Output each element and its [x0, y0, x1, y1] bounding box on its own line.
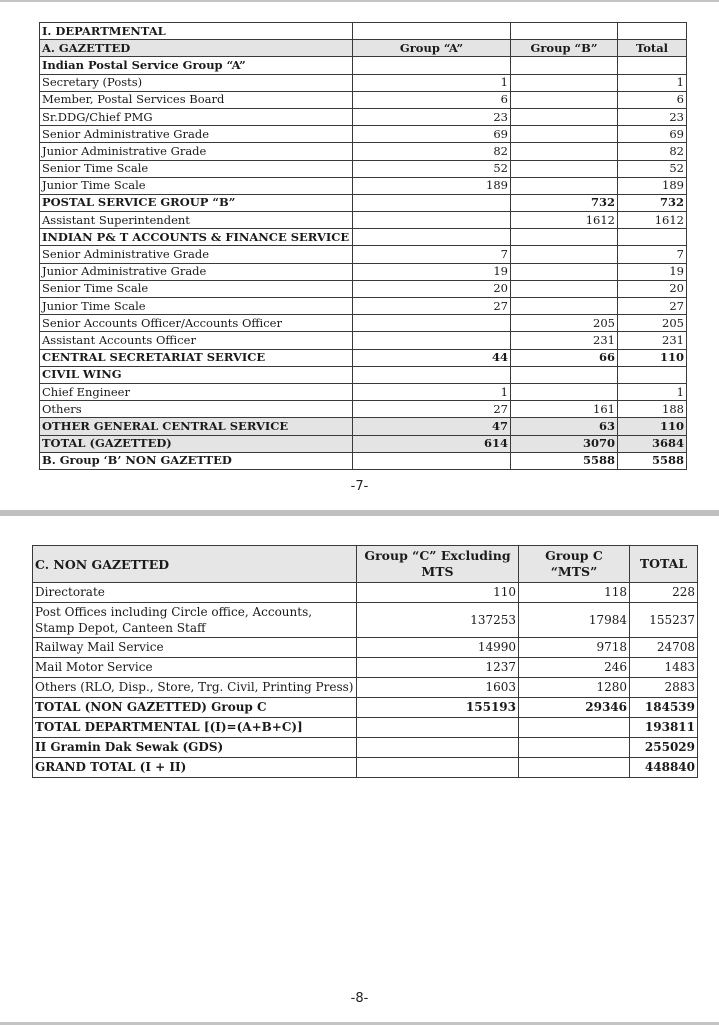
table-row — [40, 143, 687, 160]
cell-b — [511, 177, 618, 194]
table-row — [33, 698, 698, 718]
cell-total: 3684 — [618, 435, 687, 452]
table-row — [40, 298, 687, 315]
row-label: POSTAL SERVICE GROUP “B” — [40, 194, 353, 211]
header-section-label: C. NON GAZETTED — [33, 546, 357, 583]
cell-a: 82 — [353, 143, 511, 160]
table-row — [40, 212, 687, 229]
table-row — [40, 418, 687, 435]
cell-c: 155193 — [357, 698, 519, 718]
cell-b: 3070 — [511, 435, 618, 452]
table-row — [33, 603, 698, 638]
row-label: Assistant Accounts Officer — [40, 332, 353, 349]
table-row — [40, 280, 687, 297]
cell-c: 14990 — [357, 638, 519, 658]
cell-total: 7 — [618, 246, 687, 263]
non-gazetted-table-body — [33, 583, 698, 778]
cell-total: 448840 — [630, 758, 698, 778]
table-row — [40, 40, 687, 57]
cell-a: 19 — [353, 263, 511, 280]
cell-total: 27 — [618, 298, 687, 315]
cell-mts: 17984 — [519, 603, 630, 638]
cell-a: 52 — [353, 160, 511, 177]
row-label: Directorate — [33, 583, 357, 603]
table-row — [40, 349, 687, 366]
row-label: Post Offices including Circle office, Accounts, Stamp Depot, Canteen Staff — [33, 603, 357, 638]
cell-c — [357, 738, 519, 758]
table-row — [40, 263, 687, 280]
table-row — [33, 583, 698, 603]
cell-b: 66 — [511, 349, 618, 366]
row-label: A. GAZETTED — [40, 40, 353, 57]
row-label: GRAND TOTAL (I + II) — [33, 758, 357, 778]
cell-a: 47 — [353, 418, 511, 435]
row-label: Senior Time Scale — [40, 280, 353, 297]
cell-b — [511, 298, 618, 315]
row-label: Senior Administrative Grade — [40, 126, 353, 143]
row-label: TOTAL (NON GAZETTED) Group C — [33, 698, 357, 718]
gazetted-table-body — [40, 23, 687, 470]
row-label: Senior Administrative Grade — [40, 246, 353, 263]
cell-a — [353, 315, 511, 332]
table-row — [33, 678, 698, 698]
cell-total: 189 — [618, 177, 687, 194]
cell-total: 110 — [618, 349, 687, 366]
row-label: Junior Time Scale — [40, 177, 353, 194]
row-label: OTHER GENERAL CENTRAL SERVICE — [40, 418, 353, 435]
row-label: I. DEPARTMENTAL — [40, 23, 353, 40]
cell-mts: 118 — [519, 583, 630, 603]
cell-a: 27 — [353, 401, 511, 418]
cell-a — [353, 23, 511, 40]
cell-total: 228 — [630, 583, 698, 603]
cell-c: 110 — [357, 583, 519, 603]
cell-c — [357, 718, 519, 738]
row-label: Chief Engineer — [40, 383, 353, 400]
row-label: Mail Motor Service — [33, 658, 357, 678]
cell-a: 23 — [353, 108, 511, 125]
cell-mts — [519, 718, 630, 738]
cell-b — [511, 91, 618, 108]
cell-total: 19 — [618, 263, 687, 280]
row-label: II Gramin Dak Sewak (GDS) — [33, 738, 357, 758]
cell-b — [511, 280, 618, 297]
row-label: Senior Time Scale — [40, 160, 353, 177]
cell-a — [353, 229, 511, 246]
cell-b: 5588 — [511, 452, 618, 469]
page-number-7: -7- — [350, 479, 369, 494]
cell-a — [353, 212, 511, 229]
gazetted-staff-table — [39, 22, 687, 470]
cell-b — [511, 263, 618, 280]
table-row — [40, 332, 687, 349]
table-row — [33, 718, 698, 738]
header-group-c: Group “C” Excluding MTS — [357, 546, 519, 583]
cell-b: 732 — [511, 194, 618, 211]
cell-total: 1 — [618, 74, 687, 91]
cell-a — [353, 57, 511, 74]
cell-total: 1 — [618, 383, 687, 400]
cell-total — [618, 57, 687, 74]
cell-total: 52 — [618, 160, 687, 177]
row-label: Assistant Superintendent — [40, 212, 353, 229]
cell-total — [618, 23, 687, 40]
row-label: Junior Time Scale — [40, 298, 353, 315]
cell-total: 20 — [618, 280, 687, 297]
cell-a: 27 — [353, 298, 511, 315]
cell-mts — [519, 758, 630, 778]
table-row — [40, 229, 687, 246]
cell-b — [511, 108, 618, 125]
cell-c: 1603 — [357, 678, 519, 698]
row-label: Indian Postal Service Group “A” — [40, 57, 353, 74]
table-row — [40, 177, 687, 194]
table-row — [40, 452, 687, 469]
cell-mts — [519, 738, 630, 758]
row-label: CIVIL WING — [40, 366, 353, 383]
row-label: Junior Administrative Grade — [40, 263, 353, 280]
cell-b: 231 — [511, 332, 618, 349]
cell-a — [353, 194, 511, 211]
table-row — [40, 126, 687, 143]
header-total: TOTAL — [630, 546, 698, 583]
cell-total: 188 — [618, 401, 687, 418]
table-row — [40, 108, 687, 125]
cell-b — [511, 23, 618, 40]
non-gazetted-staff-table — [32, 545, 698, 778]
cell-b — [511, 229, 618, 246]
cell-b — [511, 57, 618, 74]
row-label: Junior Administrative Grade — [40, 143, 353, 160]
table-row — [40, 91, 687, 108]
cell-total: 24708 — [630, 638, 698, 658]
cell-a — [353, 366, 511, 383]
cell-c: 137253 — [357, 603, 519, 638]
cell-total: Total — [618, 40, 687, 57]
table-header-row — [33, 546, 698, 583]
cell-mts: 1280 — [519, 678, 630, 698]
cell-b: 161 — [511, 401, 618, 418]
page-separator — [0, 510, 719, 516]
row-label: TOTAL (GAZETTED) — [40, 435, 353, 452]
cell-total: 184539 — [630, 698, 698, 718]
cell-b — [511, 366, 618, 383]
cell-total: 5588 — [618, 452, 687, 469]
row-label: TOTAL DEPARTMENTAL [(I)=(A+B+C)] — [33, 718, 357, 738]
cell-b — [511, 143, 618, 160]
row-label: Member, Postal Services Board — [40, 91, 353, 108]
cell-a: 614 — [353, 435, 511, 452]
table-row — [33, 658, 698, 678]
cell-b — [511, 246, 618, 263]
cell-total: 193811 — [630, 718, 698, 738]
cell-total — [618, 366, 687, 383]
top-divider — [0, 0, 719, 2]
row-label: Others — [40, 401, 353, 418]
cell-a: 6 — [353, 91, 511, 108]
table-row — [40, 435, 687, 452]
cell-a: 7 — [353, 246, 511, 263]
table-row — [33, 638, 698, 658]
cell-b: 1612 — [511, 212, 618, 229]
cell-mts: 9718 — [519, 638, 630, 658]
cell-b — [511, 74, 618, 91]
cell-total: 110 — [618, 418, 687, 435]
cell-a — [353, 332, 511, 349]
table-row — [40, 160, 687, 177]
cell-mts: 29346 — [519, 698, 630, 718]
row-label: Others (RLO, Disp., Store, Trg. Civil, Printing Press) — [33, 678, 357, 698]
cell-total: 1612 — [618, 212, 687, 229]
cell-total: 1483 — [630, 658, 698, 678]
cell-a: 20 — [353, 280, 511, 297]
row-label: Sr.DDG/Chief PMG — [40, 108, 353, 125]
table-row — [40, 383, 687, 400]
table-row — [40, 23, 687, 40]
table-row — [33, 758, 698, 778]
header-group-c-mts: Group C “MTS” — [519, 546, 630, 583]
cell-total: 69 — [618, 126, 687, 143]
cell-total: 205 — [618, 315, 687, 332]
table-row — [40, 57, 687, 74]
cell-a: Group “A” — [353, 40, 511, 57]
cell-b: 205 — [511, 315, 618, 332]
table-row — [40, 194, 687, 211]
row-label: Senior Accounts Officer/Accounts Officer — [40, 315, 353, 332]
cell-a: 44 — [353, 349, 511, 366]
cell-c: 1237 — [357, 658, 519, 678]
cell-total: 2883 — [630, 678, 698, 698]
row-label: B. Group ‘B’ NON GAZETTED — [40, 452, 353, 469]
cell-b: Group “B” — [511, 40, 618, 57]
cell-total: 23 — [618, 108, 687, 125]
cell-total: 6 — [618, 91, 687, 108]
row-label: Railway Mail Service — [33, 638, 357, 658]
table-row — [40, 246, 687, 263]
cell-a: 1 — [353, 74, 511, 91]
cell-b — [511, 160, 618, 177]
cell-b — [511, 383, 618, 400]
cell-a: 69 — [353, 126, 511, 143]
cell-total: 732 — [618, 194, 687, 211]
page-number-8: -8- — [350, 991, 369, 1006]
cell-a: 1 — [353, 383, 511, 400]
cell-total: 155237 — [630, 603, 698, 638]
cell-b: 63 — [511, 418, 618, 435]
cell-a: 189 — [353, 177, 511, 194]
table-row — [33, 738, 698, 758]
row-label: INDIAN P& T ACCOUNTS & FINANCE SERVICE — [40, 229, 353, 246]
row-label: CENTRAL SECRETARIAT SERVICE — [40, 349, 353, 366]
cell-total: 255029 — [630, 738, 698, 758]
cell-b — [511, 126, 618, 143]
cell-total — [618, 229, 687, 246]
table-row — [40, 401, 687, 418]
cell-c — [357, 758, 519, 778]
table-row — [40, 315, 687, 332]
cell-total: 231 — [618, 332, 687, 349]
table-row — [40, 74, 687, 91]
row-label: Secretary (Posts) — [40, 74, 353, 91]
table-row — [40, 366, 687, 383]
cell-total: 82 — [618, 143, 687, 160]
cell-a — [353, 452, 511, 469]
cell-mts: 246 — [519, 658, 630, 678]
